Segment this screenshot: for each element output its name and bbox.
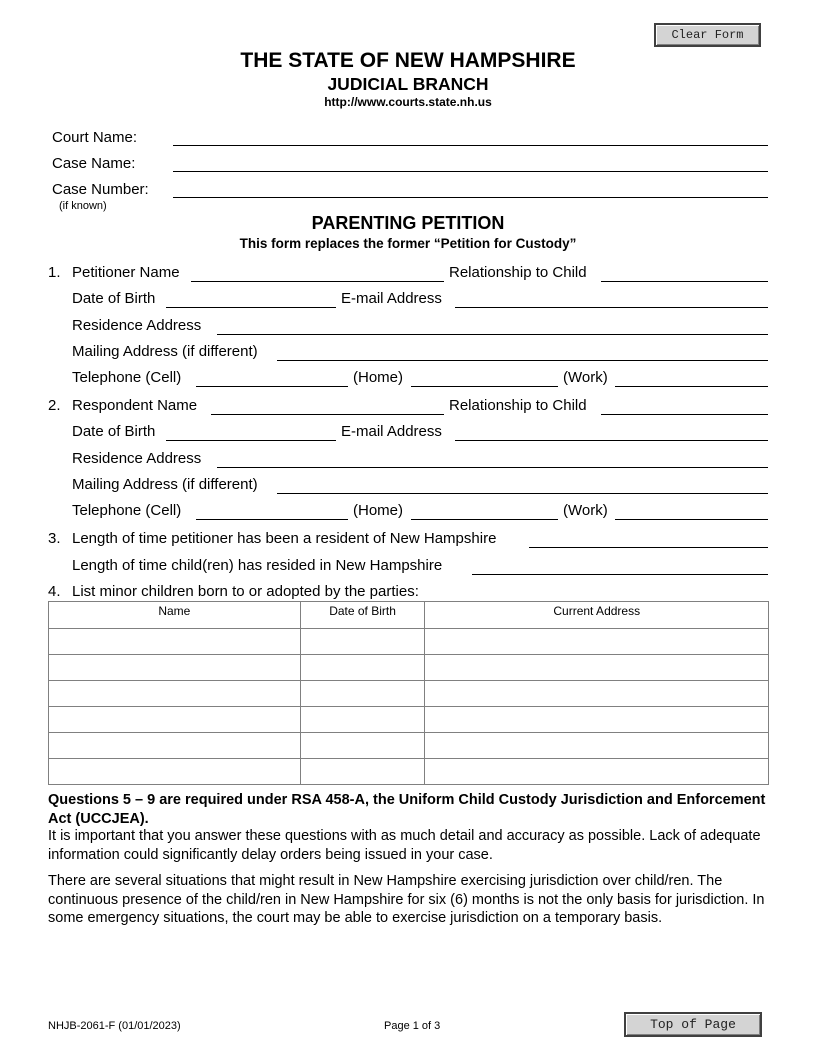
child-dob-cell[interactable] [300,629,425,655]
q1-home-input[interactable] [411,368,562,388]
uccjea-paragraph-2: There are several situations that might result in New Hampshire exercising jurisdiction over child/ren. The continuous presence of the child/ren in New Hampshire for six (6) months is not the only basis for jurisdiction. In some emergency situations, the court may be able to exercise jurisdiction on a temporary basis. [48,873,765,926]
q2-mailing-label: Mailing Address (if different) [72,476,258,493]
court-url: http://www.courts.state.nh.us [324,95,492,109]
table-row [49,759,769,785]
form-id: NHJB-2061-F (01/01/2023) [48,1020,181,1032]
q1-relationship-input[interactable] [601,263,772,283]
q1-residence-label: Residence Address [72,317,202,334]
q2-home-label: (Home) [353,502,404,519]
q2-dob-input[interactable] [166,422,340,442]
q1-name-input[interactable] [191,263,448,283]
child-name-cell[interactable] [49,759,301,785]
children-table-header [49,602,769,629]
q4-text: List minor children born to or adopted by the parties: [72,583,419,600]
child-address-cell[interactable] [425,629,769,655]
q1-cell-label: Telephone (Cell) [72,369,182,386]
table-row [49,681,769,707]
q2-email-input[interactable] [455,422,772,442]
table-row [49,655,769,681]
child-name-cell[interactable] [49,707,301,733]
q2-name-input[interactable] [211,396,448,416]
q2-dob-label: Date of Birth [72,423,156,440]
q1-dob-input[interactable] [166,289,340,309]
case-number-label: Case Number: [52,181,149,198]
uccjea-heading: Questions 5 – 9 are required under RSA 458-A, the Uniform Child Custody Jurisdiction and Enforcement Act (UCCJEA). [48,792,766,827]
case-name-label: Case Name: [52,155,136,172]
child-name-cell[interactable] [49,733,301,759]
form-title: PARENTING PETITION [311,213,505,233]
child-name-cell[interactable] [49,681,301,707]
q1-cell-input[interactable] [196,368,352,388]
table-row [49,733,769,759]
q3-petitioner-residency-label: Length of time petitioner has been a resident of New Hampshire [72,530,497,547]
q1-name-label: Petitioner Name [72,264,180,281]
q1-work-label: (Work) [563,369,608,386]
q3-number: 3. [48,530,61,547]
q3-children-residency-input[interactable] [472,556,772,576]
q1-relationship-label: Relationship to Child [449,264,587,281]
table-row [49,707,769,733]
child-address-cell[interactable] [425,759,769,785]
child-dob-cell[interactable] [300,707,425,733]
q2-email-label: E-mail Address [341,423,442,440]
q1-email-input[interactable] [455,289,772,309]
q1-work-input[interactable] [615,368,772,388]
q4-number: 4. [48,583,61,600]
q1-mailing-label: Mailing Address (if different) [72,343,258,360]
child-address-cell[interactable] [425,681,769,707]
q2-home-input[interactable] [411,501,562,521]
q1-home-label: (Home) [353,369,404,386]
case-name-input[interactable] [173,153,772,173]
clear-form-button[interactable]: Clear Form [654,23,761,47]
q2-relationship-label: Relationship to Child [449,397,587,414]
court-name-input[interactable] [173,127,772,147]
child-name-cell[interactable] [49,629,301,655]
q2-number: 2. [48,397,61,414]
q1-mailing-input[interactable] [277,342,772,362]
q3-petitioner-residency-input[interactable] [529,529,772,549]
child-address-cell[interactable] [425,733,769,759]
if-known-note: (if known) [59,200,107,212]
child-name-cell[interactable] [49,655,301,681]
q2-name-label: Respondent Name [72,397,198,414]
uccjea-paragraph-1: It is important that you answer these questions with as much detail and accuracy as possible. Lack of adequate information could significantly delay orders being issued in your case. [48,828,761,863]
q2-work-input[interactable] [615,501,772,521]
q2-cell-input[interactable] [196,501,352,521]
child-address-cell[interactable] [425,707,769,733]
child-dob-cell[interactable] [300,733,425,759]
q2-residence-label: Residence Address [72,450,202,467]
q2-work-label: (Work) [563,502,608,519]
child-dob-cell[interactable] [300,681,425,707]
q2-mailing-input[interactable] [277,475,772,495]
q2-relationship-input[interactable] [601,396,772,416]
table-row [49,629,769,655]
col-address-header: Current Address [425,602,769,629]
q1-email-label: E-mail Address [341,290,442,307]
q2-cell-label: Telephone (Cell) [72,502,182,519]
q2-residence-input[interactable] [217,449,772,469]
q1-dob-label: Date of Birth [72,290,156,307]
col-dob-header: Date of Birth [300,602,425,629]
col-name-header: Name [49,602,301,629]
child-address-cell[interactable] [425,655,769,681]
q1-number: 1. [48,264,61,281]
branch-title: JUDICIAL BRANCH [327,74,489,94]
q1-residence-input[interactable] [217,316,772,336]
top-of-page-button[interactable]: Top of Page [624,1012,762,1037]
children-table [48,601,769,785]
page-number: Page 1 of 3 [384,1020,441,1032]
state-title: THE STATE OF NEW HAMPSHIRE [240,49,576,72]
case-number-input[interactable] [173,179,772,199]
form-subtitle: This form replaces the former “Petition for Custody” [239,236,577,251]
child-dob-cell[interactable] [300,759,425,785]
court-name-label: Court Name: [52,129,138,146]
child-dob-cell[interactable] [300,655,425,681]
q3-children-residency-label: Length of time child(ren) has resided in New Hampshire [72,557,443,574]
